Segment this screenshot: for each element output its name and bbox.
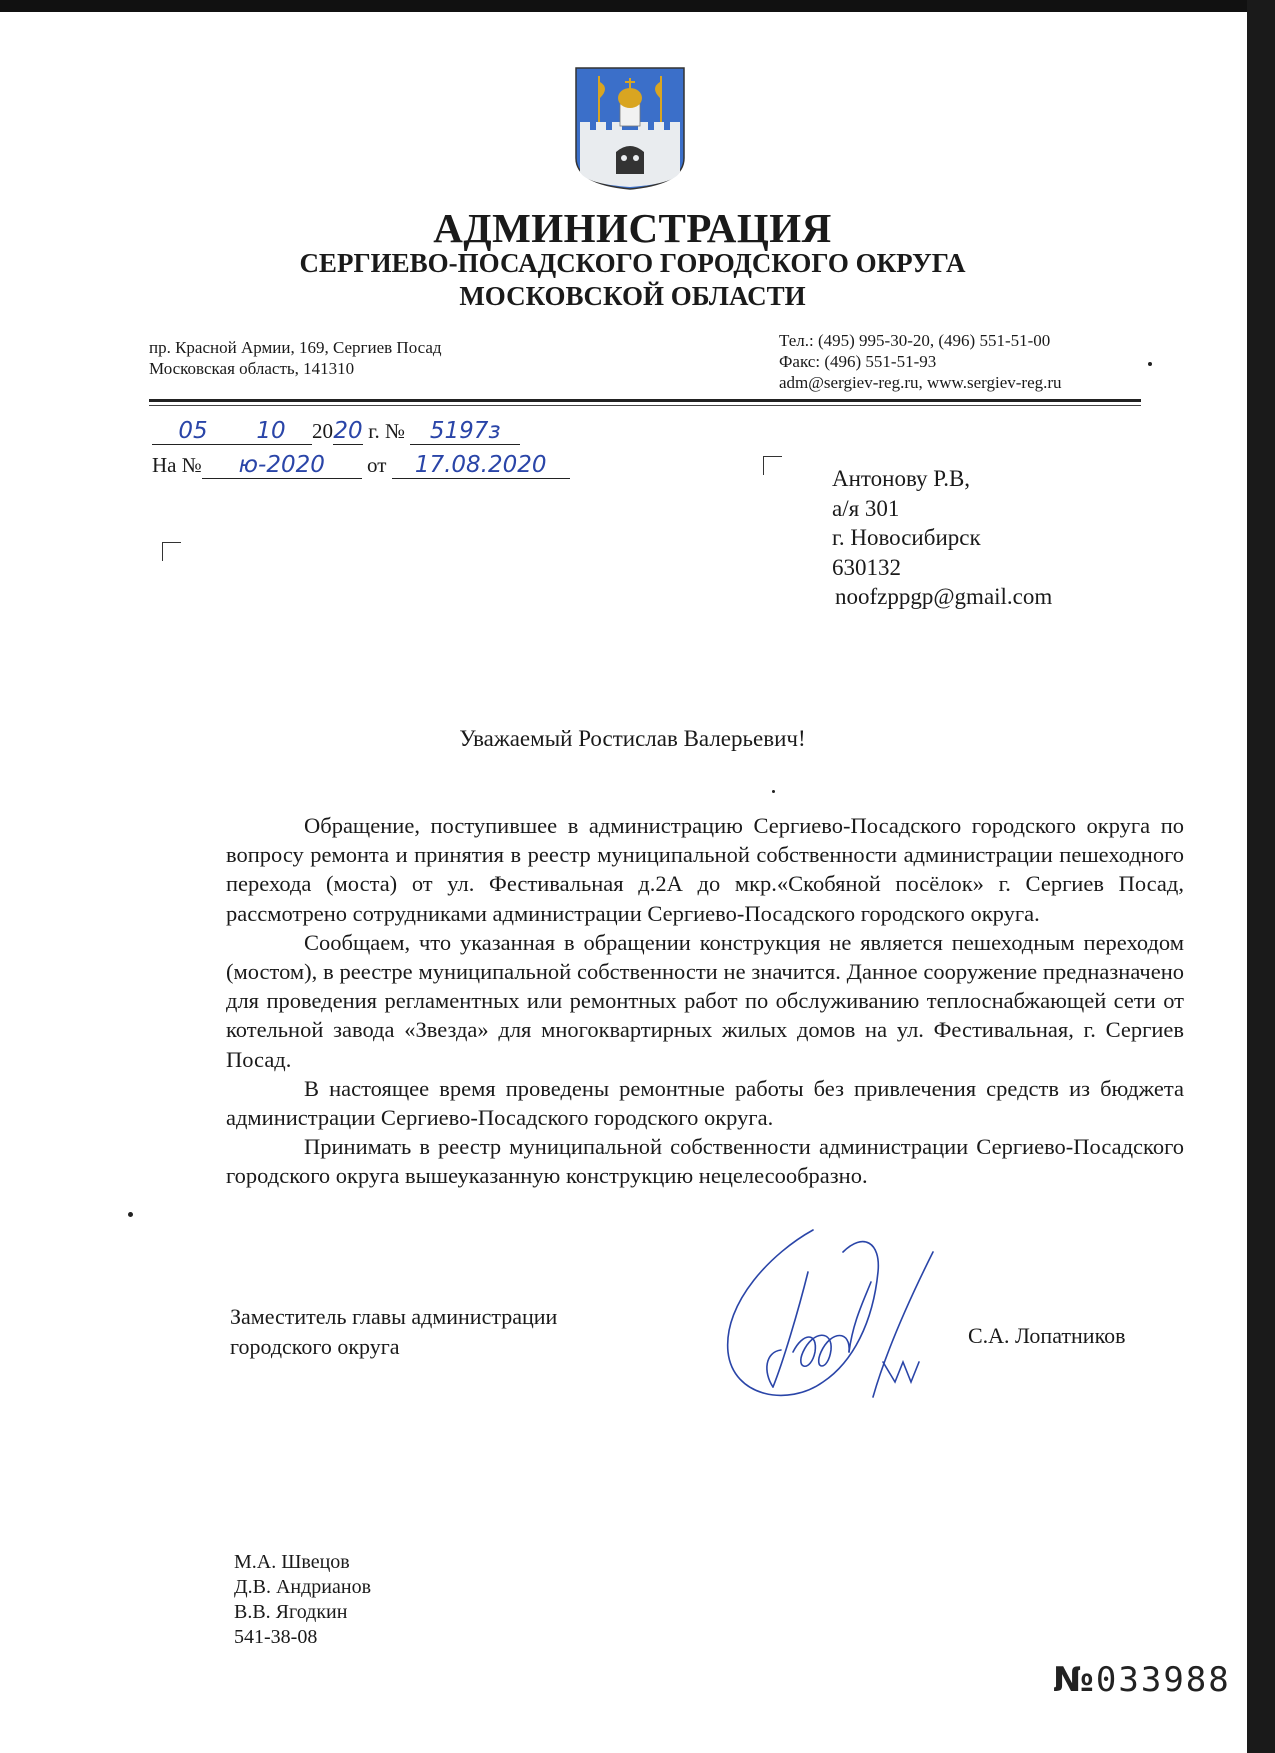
letter-greeting: Уважаемый Ростислав Валерьевич! [459, 726, 806, 751]
signatory-position [230, 1302, 557, 1362]
contact-block [779, 330, 1062, 393]
email-web-line: adm@sergiev-reg.ru, www.sergiev-reg.ru [779, 373, 1062, 392]
reply-prefix-label: На № [152, 453, 202, 477]
address-line-1: пр. Красной Армии, 169, Сергиев Посад [149, 338, 442, 357]
incoming-date-field: 17.08.2020 [392, 452, 570, 479]
year-prefix: 20 [312, 419, 333, 443]
phone-line: Тел.: (495) 995-30-20, (496) 551-51-00 [779, 331, 1051, 350]
year-number-label: г. № [368, 419, 406, 443]
signatory-position-line-1: Заместитель главы администрации [230, 1304, 558, 1329]
letter-body [226, 811, 1184, 1191]
handwritten-signature [703, 1212, 963, 1412]
recipient-po-box: а/я 301 [832, 495, 900, 521]
executors-block [234, 1550, 371, 1650]
letterhead-rule-thick [149, 399, 1141, 402]
serial-prefix: № [1053, 1660, 1096, 1700]
executor-name: В.В. Ягодкин [234, 1601, 348, 1623]
address-line-2: Московская область, 141310 [149, 359, 355, 378]
org-subtitle-region: МОСКОВСКОЙ ОБЛАСТИ [459, 281, 806, 311]
executor-name: М.А. Швецов [234, 1551, 350, 1573]
executor-name: Д.В. Андрианов [234, 1576, 372, 1598]
scan-top-edge [0, 0, 1275, 12]
serial-digits: 033988 [1095, 1660, 1231, 1700]
executor-phone: 541-38-08 [234, 1626, 318, 1648]
body-paragraph: Принимать в реестр муниципальной собственности администрации Сергиево-Посадского городского округа вышеуказанную конструкцию нецелесообразно. [226, 1134, 1184, 1189]
signatory-name: С.А. Лопатников [968, 1323, 1126, 1348]
fax-line: Факс: (496) 551-51-93 [779, 352, 937, 371]
address-window-corner-mark [763, 456, 782, 475]
org-subtitle-district: СЕРГИЕВО-ПОСАДСКОГО ГОРОДСКОГО ОКРУГА [299, 248, 966, 278]
postal-address [149, 337, 442, 379]
address-window-corner-mark [162, 542, 181, 561]
recipient-email: noofzppgp@gmail.com [835, 584, 1053, 609]
outgoing-date-field: 05 10 [152, 418, 312, 445]
body-paragraph: Обращение, поступившее в администрацию Сергиево-Посадского городского округа по вопросу ремонта и принятия в реестр муниципальной собственности администрации пешеходного перехода (моста) от ул. Фестивальная д.2А до мкр.«Скобяной посёлок» г. Сергиев Посад, рассмотрено сотрудниками администрации Сергиево-Посадского городского округа. [226, 813, 1184, 926]
scan-speck [128, 1212, 133, 1217]
coat-of-arms-emblem [574, 66, 686, 191]
scan-speck [1148, 362, 1152, 366]
signatory-position-line-2: городского округа [230, 1334, 400, 1359]
incoming-reference-line [152, 452, 570, 479]
outgoing-number-field: 5197з [410, 418, 520, 445]
outgoing-registration-line [152, 418, 520, 445]
recipient-postcode: 630132 [832, 554, 901, 580]
org-title: АДМИНИСТРАЦИЯ [433, 205, 832, 251]
recipient-city: г. Новосибирск [832, 525, 981, 550]
letterhead-rule-thin [149, 405, 1141, 406]
year-suffix: 20 [333, 418, 363, 444]
incoming-number-field: ю-2020 [202, 452, 362, 479]
recipient-name: Антонову Р.В, [832, 466, 971, 491]
form-serial-number [1053, 1660, 1231, 1700]
body-paragraph: Сообщаем, что указанная в обращении конструкция не является пешеходным переходом (мостом), в реестре муниципальной собственности не значится. Данное сооружение предназначено для проведения регламентных или ремонтных работ по обслуживанию теплоснабжающей сети от котельной завода «Звезда» для многоквартирных жилых домов на ул. Фестивальная, г. Сергиев Посад. [226, 929, 1184, 1072]
from-label: от [367, 453, 387, 477]
body-paragraph: В настоящее время проведены ремонтные работы без привлечения средств из бюджета администрации Сергиево-Посадского городского округа. [226, 1075, 1184, 1131]
recipient-block [832, 464, 1052, 612]
scan-speck [772, 790, 775, 793]
